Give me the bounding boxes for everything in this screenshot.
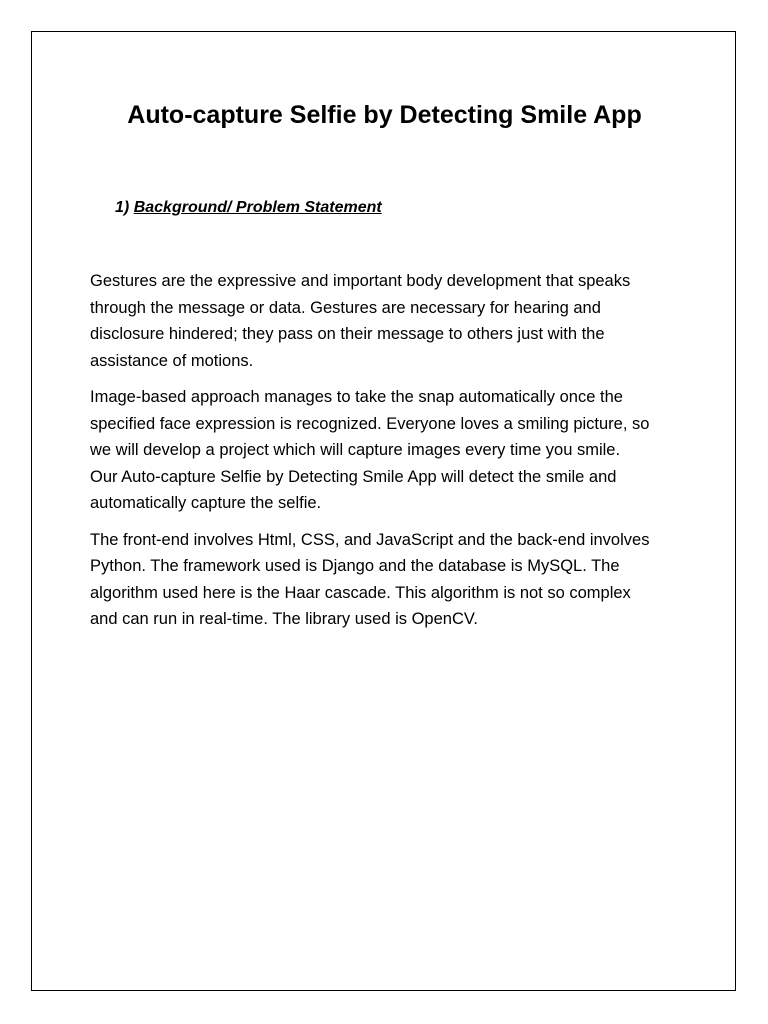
- body-text: [90, 268, 650, 643]
- section-heading: [115, 197, 382, 219]
- section-title: Background/ Problem Statement: [133, 199, 382, 216]
- page-frame: [31, 31, 736, 991]
- section-number: 1): [115, 199, 130, 216]
- paragraph-gestures: Gestures are the expressive and important body development that speaks through the message or data. Gestures are necessary for hearing and disclosure hindered; they pass on their message to others just with the assistance of motions.: [90, 272, 631, 370]
- document-title: Auto-capture Selfie by Detecting Smile App: [127, 101, 642, 129]
- paragraph-image-approach: Image-based approach manages to take the snap automatically once the specified face expression is recognized. Everyone loves a smiling picture, so we will develop a project which will capture images every time you smile. Our Auto-capture Selfie by Detecting Smile App will detect the smile and automatically capture the selfie.: [90, 388, 650, 512]
- paragraph-tech-stack: The front-end involves Html, CSS, and JavaScript and the back-end involves Python. The framework used is Django and the database is MySQL. The algorithm used here is the Haar cascade. This algorithm is not so complex and can run in real-time. The library used is OpenCV.: [90, 530, 650, 628]
